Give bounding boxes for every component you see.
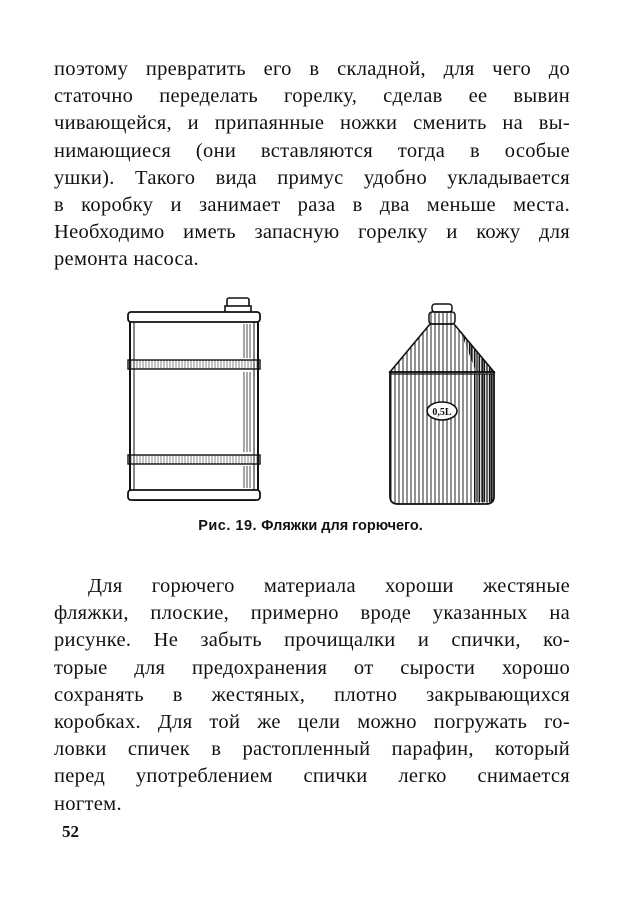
text-line: перед употреблением спички легко снимается bbox=[54, 765, 570, 788]
text-line: торые для предохранения от сырости хорошо bbox=[54, 656, 570, 679]
text-line: Для горючего материала хороши жестяные bbox=[88, 575, 570, 597]
text-line: поэтому превратить его в складной, для чего до bbox=[54, 58, 570, 80]
bottle-label: 0,5L bbox=[432, 407, 452, 418]
text-line: фляжки, плоские, примерно вроде указанных на bbox=[54, 602, 570, 625]
text-line: сохранять в жестяных, плотно закрывающихся bbox=[54, 683, 570, 706]
text-line: в коробку и занимает раза в два меньше места. bbox=[54, 193, 570, 216]
text-line: статочно переделать горелку, сделав ее вывин bbox=[54, 85, 570, 108]
caption-label: Рис. 19. bbox=[198, 518, 258, 534]
paragraph-bottom bbox=[54, 573, 570, 818]
text-line: нимающиеся (они вставляются тогда в особые bbox=[54, 139, 570, 162]
conical-bottle-illustration bbox=[386, 300, 498, 507]
paragraph-top bbox=[54, 56, 570, 274]
flat-flask-illustration bbox=[124, 290, 264, 505]
figure-caption bbox=[0, 518, 621, 534]
text-line: ушки). Такого вида примус удобно укладывается bbox=[54, 166, 570, 189]
text-line: рисунке. Не забыть прочищалки и спички, ко- bbox=[54, 629, 570, 652]
text-line: чивающейся, и припаянные ножки сменить на вы- bbox=[54, 112, 570, 135]
page-number: 52 bbox=[62, 822, 79, 841]
text-line: коробках. Для той же цели можно погружать го- bbox=[54, 710, 570, 733]
text-line: ногтем. bbox=[54, 792, 122, 815]
text-line: ремонта насоса. bbox=[54, 248, 199, 271]
caption-text: Фляжки для горючего. bbox=[261, 518, 423, 534]
text-line: Необходимо иметь запасную горелку и кожу для bbox=[54, 221, 570, 244]
text-line: ловки спичек в растопленный парафин, который bbox=[54, 738, 570, 761]
